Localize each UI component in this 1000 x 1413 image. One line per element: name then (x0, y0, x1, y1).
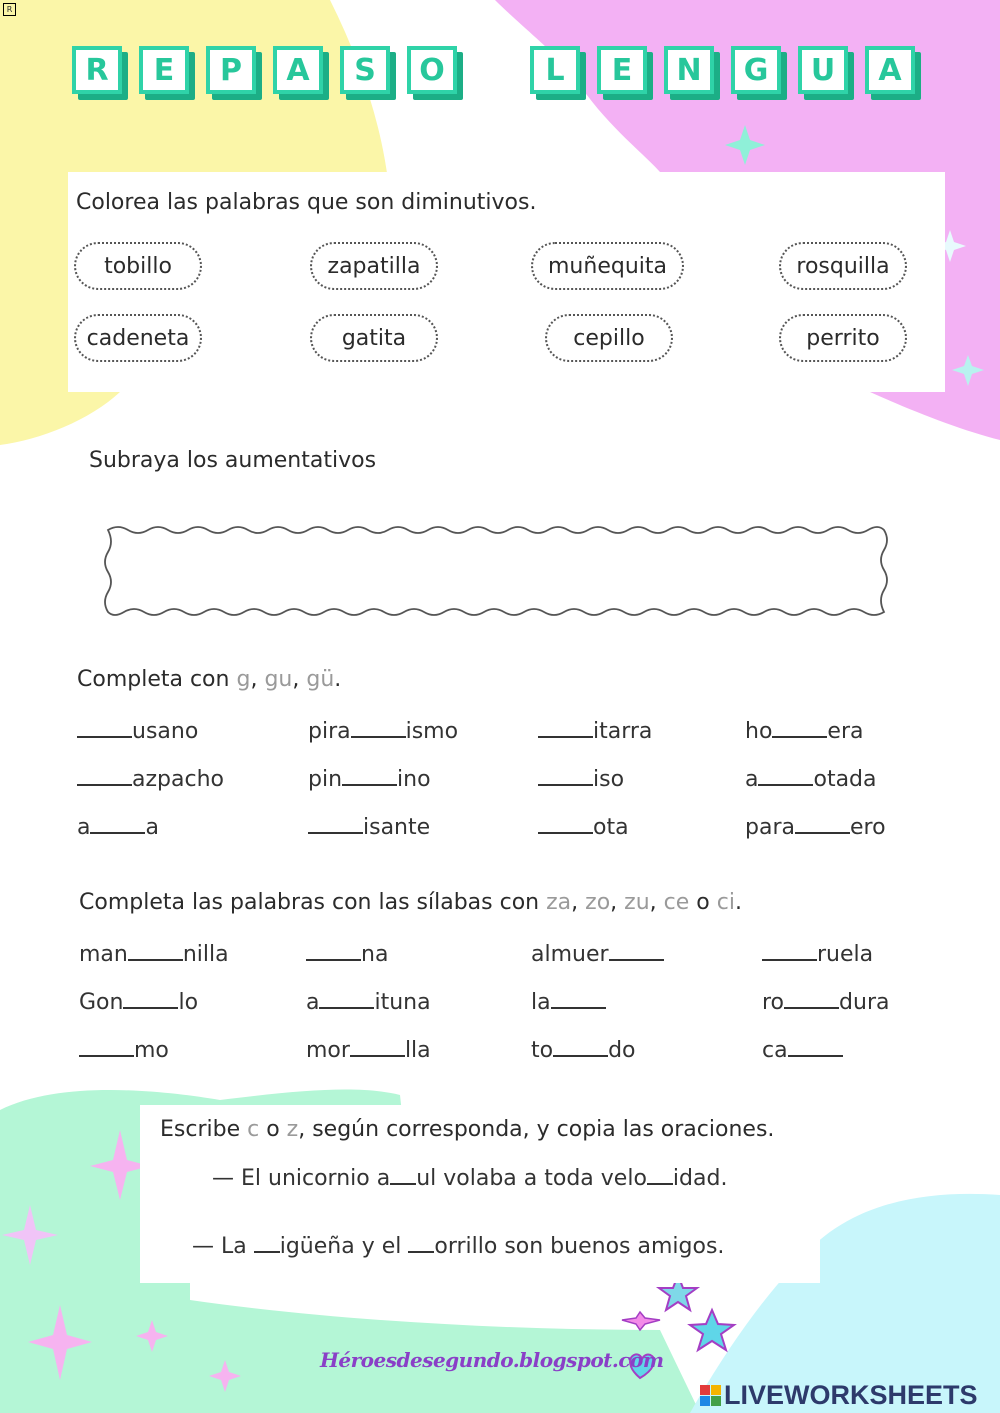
silaba-word-item (79, 941, 229, 967)
word-suffix: na (361, 942, 389, 967)
blank-input[interactable] (553, 1037, 608, 1057)
blank-input[interactable] (350, 1037, 405, 1057)
silaba-word-item (531, 989, 606, 1015)
blank-input[interactable] (772, 718, 827, 738)
wavy-word-box (98, 522, 894, 620)
blank-input[interactable] (538, 766, 593, 786)
word-prefix: Gon (79, 990, 124, 1015)
star-pink (622, 1312, 660, 1330)
word-prefix: para (745, 815, 795, 840)
word-suffix: ota (593, 815, 629, 840)
g-word-item (77, 814, 159, 840)
title-letter-block: A (865, 46, 923, 102)
word-suffix: lla (404, 1038, 431, 1063)
sentence-2: — La igüeña y el orrillo son buenos amigos. (192, 1234, 725, 1259)
word-suffix: azpacho (132, 767, 224, 792)
word-suffix: dura (839, 990, 890, 1015)
word-pill[interactable]: zapatilla (310, 242, 438, 290)
g-word-item (745, 718, 863, 744)
word-suffix: ruela (817, 942, 874, 967)
word-suffix: isante (363, 815, 431, 840)
g-word-item (308, 766, 431, 792)
word-prefix: ca (762, 1038, 788, 1063)
word-pill[interactable]: gatita (310, 314, 438, 362)
title-letter-block: P (206, 46, 264, 102)
blank-input[interactable] (77, 766, 132, 786)
word-suffix: era (827, 719, 864, 744)
word-prefix: ro (762, 990, 785, 1015)
word-pill[interactable]: muñequita (531, 242, 684, 290)
g-word-item (308, 814, 430, 840)
instruction-diminutivos: Colorea las palabras que son diminutivos. (76, 190, 537, 215)
silaba-word-item (762, 989, 889, 1015)
word-pill[interactable]: tobillo (74, 242, 202, 290)
g-word-item (77, 766, 224, 792)
word-prefix: la (531, 990, 551, 1015)
blank-input[interactable] (128, 941, 183, 961)
word-prefix: pin (308, 767, 343, 792)
word-pill[interactable]: cadeneta (74, 314, 202, 362)
word-suffix: nilla (182, 942, 229, 967)
word-suffix: a (145, 815, 159, 840)
blank-input[interactable] (784, 989, 839, 1009)
g-word-item (538, 814, 629, 840)
star-cyan (690, 1310, 734, 1350)
corner-mark: R (3, 3, 16, 16)
exercise-diminutivos (68, 172, 945, 392)
title-word-lengua (530, 46, 923, 102)
blank-input[interactable] (79, 1037, 134, 1057)
title-letter-block: R (72, 46, 130, 102)
liveworksheets-wordmark: LIVEWORKSHEETS (724, 1380, 978, 1410)
blank-input[interactable] (319, 989, 374, 1009)
word-prefix: a (77, 815, 91, 840)
g-word-item (538, 718, 652, 744)
word-prefix: a (745, 767, 759, 792)
word-suffix: mo (134, 1038, 169, 1063)
silaba-word-item (762, 941, 873, 967)
sentence-1: — El unicornio a ul volaba a toda velo idad. (212, 1166, 728, 1191)
word-suffix: itarra (593, 719, 653, 744)
instruction-aumentativos: Subraya los aumentativos (89, 448, 377, 473)
blank-input[interactable] (390, 1165, 416, 1185)
blank-input[interactable] (408, 1233, 434, 1253)
title-letter-block: E (597, 46, 655, 102)
blank-input[interactable] (308, 814, 363, 834)
blank-input[interactable] (762, 941, 817, 961)
word-prefix: man (79, 942, 128, 967)
word-suffix: ituna (374, 990, 431, 1015)
blog-signature: Héroesdesegundo.blogspot.com (320, 1348, 664, 1372)
title-letter-block: L (530, 46, 588, 102)
word-suffix: usano (132, 719, 199, 744)
instruction-silabas: Completa las palabras con las sílabas con za, zo, zu, ce o ci. (79, 890, 742, 915)
word-prefix: to (531, 1038, 554, 1063)
g-word-item (538, 766, 624, 792)
blank-input[interactable] (758, 766, 813, 786)
blank-input[interactable] (788, 1037, 843, 1057)
word-pill[interactable]: perrito (779, 314, 907, 362)
word-suffix: ino (397, 767, 431, 792)
blank-input[interactable] (123, 989, 178, 1009)
title-letter-block: E (139, 46, 197, 102)
blank-input[interactable] (90, 814, 145, 834)
blank-input[interactable] (254, 1233, 280, 1253)
title-letter-block: S (340, 46, 398, 102)
blank-input[interactable] (342, 766, 397, 786)
silaba-word-item (531, 1037, 636, 1063)
blank-input[interactable] (77, 718, 132, 738)
word-pill[interactable]: cepillo (545, 314, 673, 362)
g-word-item (308, 718, 458, 744)
word-suffix: ero (849, 815, 886, 840)
silaba-word-item (79, 1037, 169, 1063)
instruction-g-gu-gu: Completa con g, gu, gü. (77, 667, 342, 692)
word-prefix: pira (308, 719, 351, 744)
word-suffix: lo (178, 990, 199, 1015)
title-letter-block: N (664, 46, 722, 102)
g-word-item (745, 766, 877, 792)
blank-input[interactable] (795, 814, 850, 834)
silaba-word-item (306, 989, 431, 1015)
silaba-word-item (531, 941, 664, 967)
blank-input[interactable] (647, 1165, 673, 1185)
instruction-c-z: Escribe c o z, según corresponda, y copia las oraciones. (160, 1117, 775, 1142)
title-letter-block: U (798, 46, 856, 102)
silaba-word-item (306, 941, 388, 967)
blank-input[interactable] (538, 718, 593, 738)
liveworksheets-icon (700, 1385, 721, 1406)
silaba-word-item (762, 1037, 843, 1063)
word-prefix: ho (745, 719, 773, 744)
blank-input[interactable] (306, 941, 361, 961)
word-suffix: ismo (405, 719, 459, 744)
blank-input[interactable] (351, 718, 406, 738)
blank-input[interactable] (538, 814, 593, 834)
liveworksheets-logo (700, 1380, 978, 1411)
blank-input[interactable] (609, 941, 664, 961)
blank-input[interactable] (551, 989, 606, 1009)
word-prefix: a (306, 990, 320, 1015)
g-word-item (745, 814, 886, 840)
title-letter-block: A (273, 46, 331, 102)
word-prefix: mor (306, 1038, 350, 1063)
title-letter-block: O (407, 46, 465, 102)
word-prefix: almuer (531, 942, 609, 967)
word-suffix: iso (593, 767, 625, 792)
silaba-word-item (306, 1037, 431, 1063)
word-suffix: otada (813, 767, 877, 792)
word-suffix: do (608, 1038, 636, 1063)
silaba-word-item (79, 989, 198, 1015)
title-word-repaso (72, 46, 465, 102)
word-pill[interactable]: rosquilla (779, 242, 907, 290)
title-letter-block: G (731, 46, 789, 102)
g-word-item (77, 718, 198, 744)
